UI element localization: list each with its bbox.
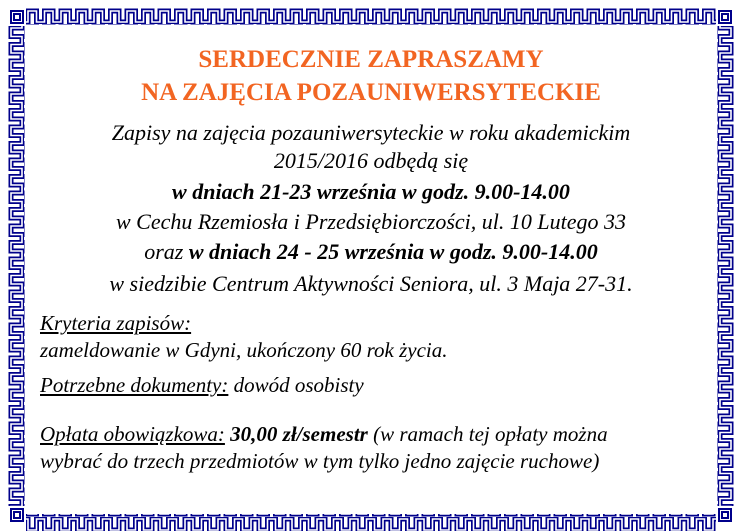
criteria-label: Kryteria zapisów:: [40, 311, 192, 335]
body-line-dates-1: w dniach 21-23 września w godz. 9.00-14.00: [172, 179, 570, 204]
criteria-text: zameldowanie w Gdyni, ukończony 60 rok życia.: [40, 338, 448, 362]
title-line-2: NA ZAJĘCIA POZAUNIWERSYTECKIE: [141, 79, 601, 106]
fee-label: Opłata obowiązkowa:: [40, 422, 225, 446]
documents-label: Potrzebne dokumenty:: [40, 373, 229, 397]
dates-2-bold: w dniach 24 - 25 września w godz. 9.00-14.00: [188, 239, 598, 264]
body-line-address-1: w Cechu Rzemiosła i Przedsiębiorczości, ul. 10 Lutego 33: [115, 209, 627, 234]
title-line-1: SERDECZNIE ZAPRASZAMY: [198, 46, 544, 73]
body-line-2: 2015/2016 odbędą się: [273, 148, 469, 173]
body-line-1: Zapisy na zajęcia pozauniwersyteckie w roku akademickim: [111, 120, 631, 145]
fee-amount: 30,00 zł/semestr: [224, 422, 368, 446]
fee-note-cont: wybrać do trzech przedmiotów w tym tylko jedno zajęcie ruchowe): [40, 449, 600, 473]
dates-prefix: oraz: [144, 239, 189, 264]
documents-text: dowód osobisty: [228, 373, 364, 397]
body-line-dates-2: [30, 237, 712, 267]
fee-line: [40, 421, 608, 448]
fee-note: (w ramach tej opłaty można: [367, 422, 608, 446]
documents-line: [40, 372, 364, 399]
body-line-address-2: w siedzibie Centrum Aktywności Seniora, ul. 3 Maja 27-31.: [109, 271, 633, 296]
